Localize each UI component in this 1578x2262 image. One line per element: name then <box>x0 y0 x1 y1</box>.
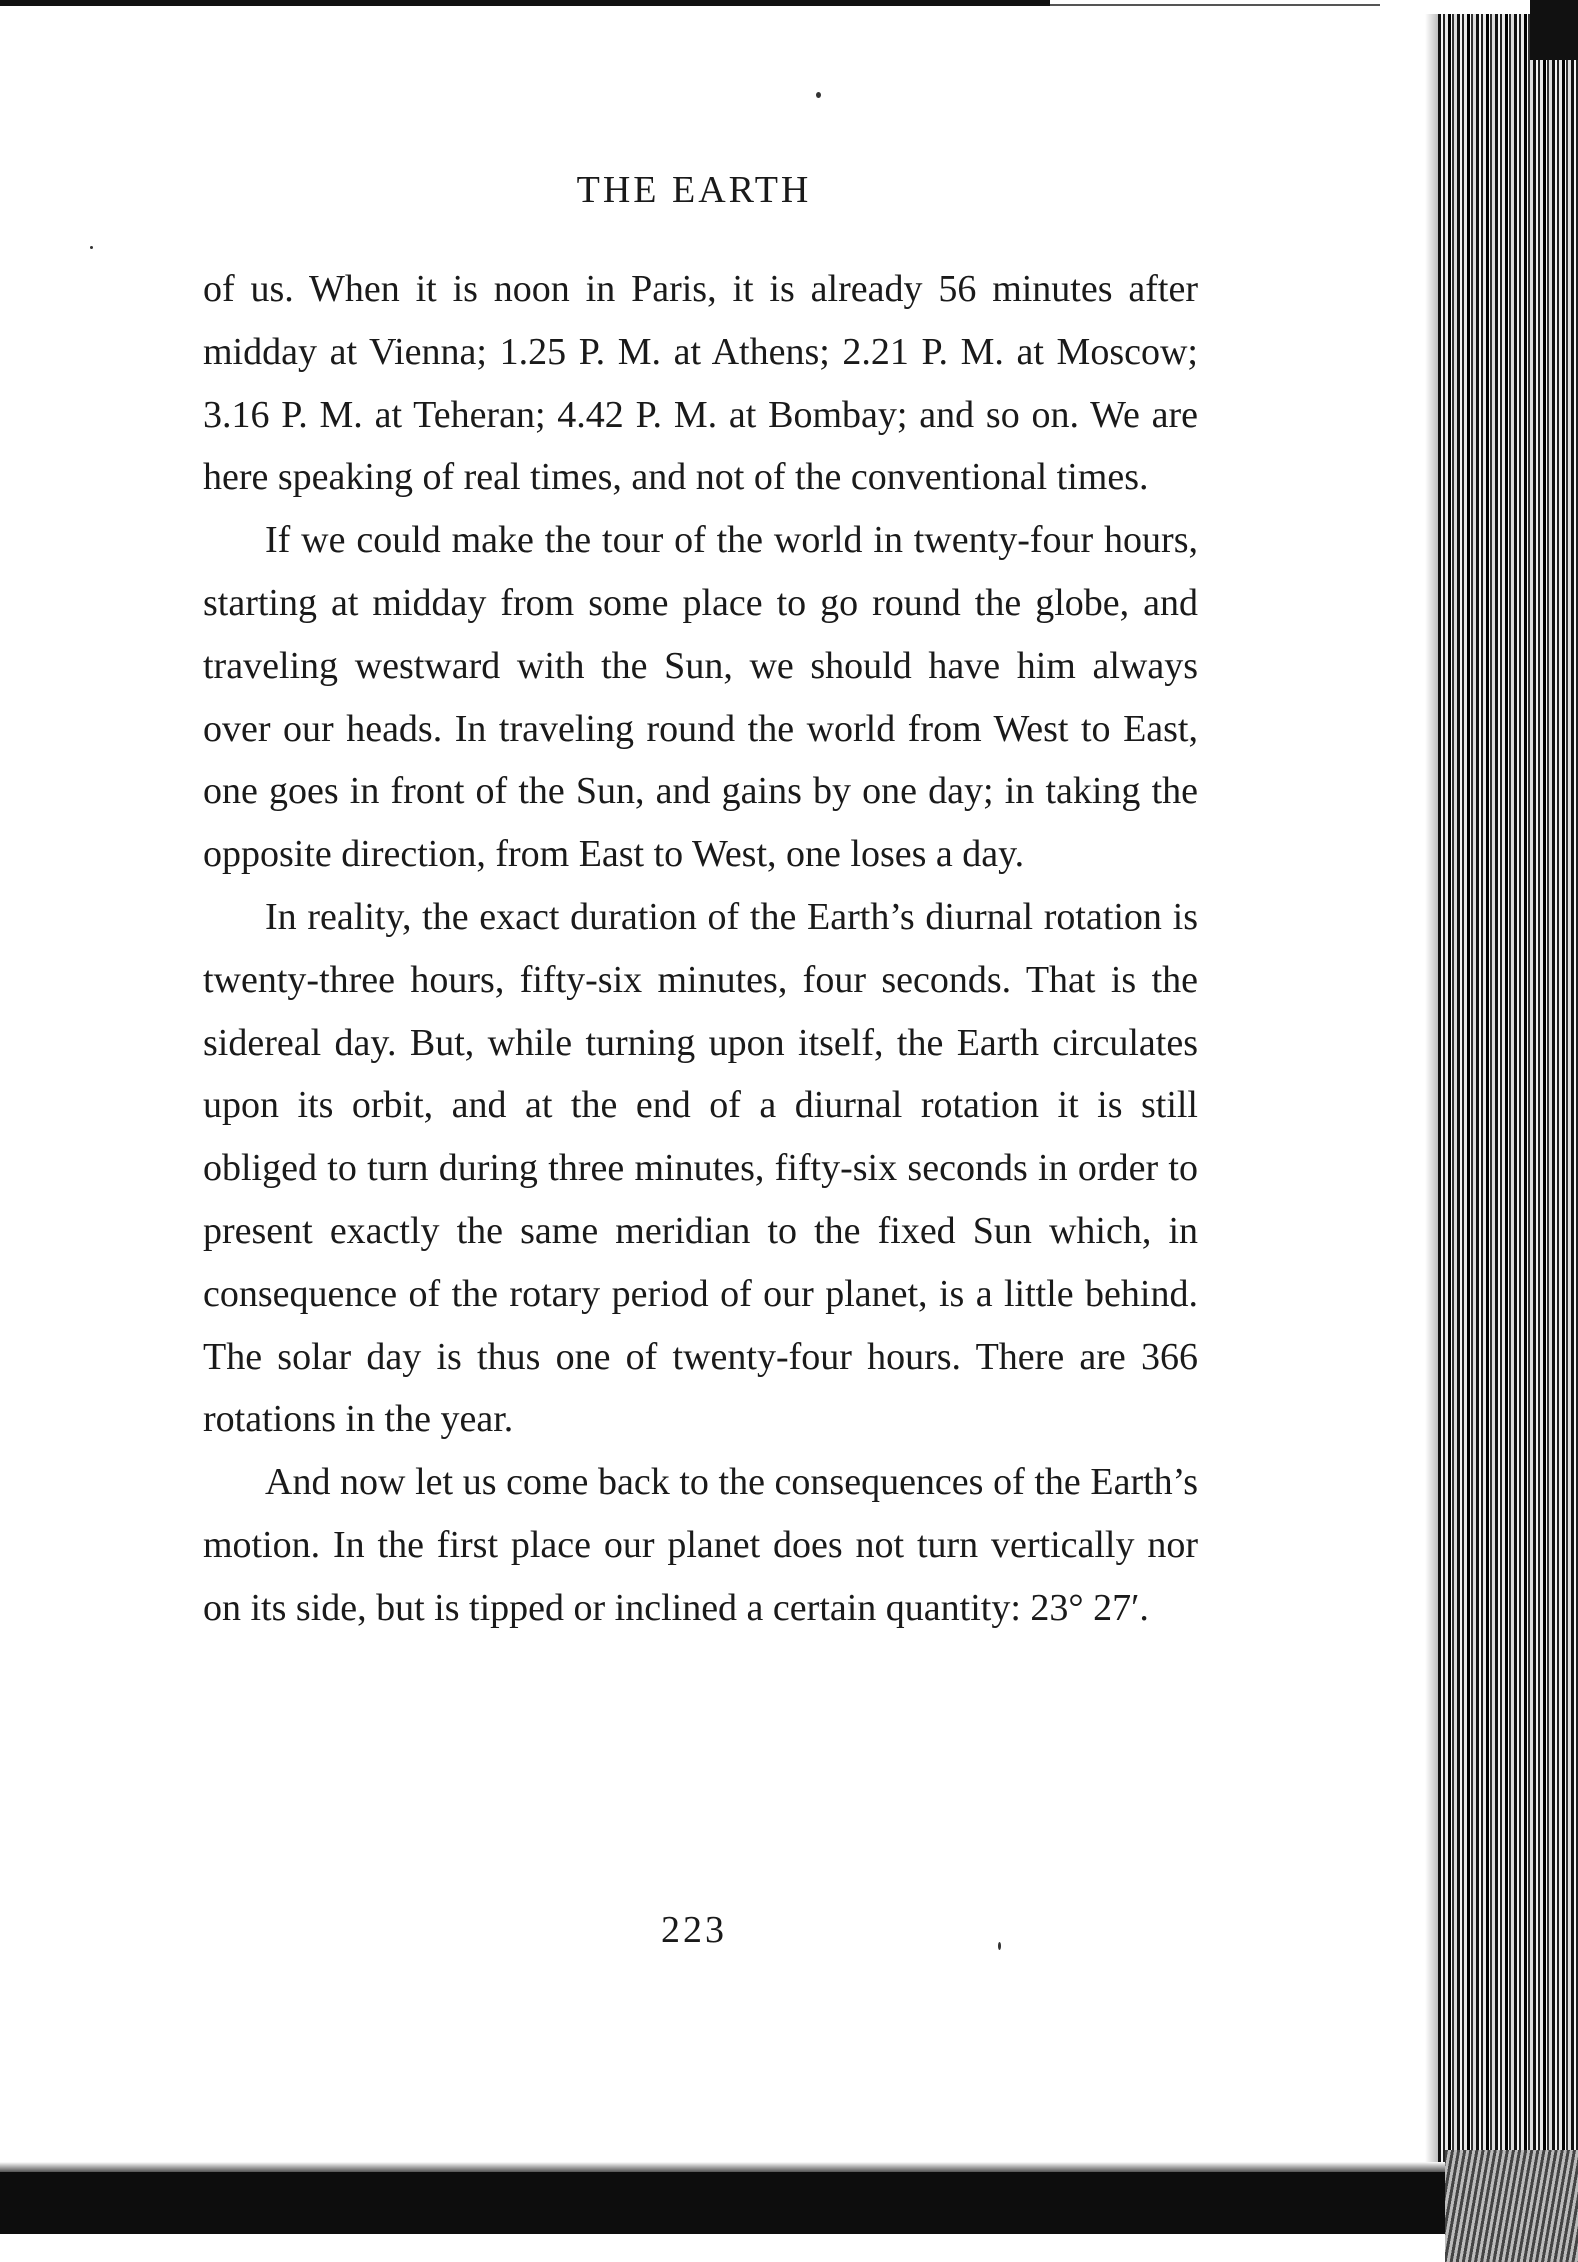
paragraph: If we could make the tour of the world in twenty-four hours, starting at midday from some place to go round the globe, and traveling westward with the Sun, we should have him always over our heads. In traveling round the world from West to East, one goes in front of the Sun, and gains by one day; in taking the opposite direction, from East to West, one loses a day. <box>203 519 1198 876</box>
page-number: 223 <box>661 1909 727 1951</box>
page-top-edge-thin <box>1050 4 1380 6</box>
paragraph: And now let us come back to the consequences of the Earth’s motion. In the first place our planet does not turn vertically nor on its side, but is tipped or inclined a certain quantity: 23° 27′. <box>203 1461 1198 1629</box>
page-bottom-edge <box>0 2172 1445 2234</box>
ink-speck <box>90 246 93 249</box>
book-page-edges <box>1438 14 1578 2224</box>
ink-speck <box>816 92 821 98</box>
page-top-edge <box>0 0 1050 6</box>
paragraph: In reality, the exact duration of the Earth’s diurnal rotation is twenty-three hours, fifty-six minutes, four seconds. That is the sidereal day. But, while turning upon itself, the Earth circulates upon its orbit, and at the end of a diurnal rotation it is still obliged to turn during three minutes, fifty-six seconds in order to present exactly the same meridian to the fixed Sun which, in consequence of the rotary period of our planet, is a little behind. The solar day is thus one of twenty-four hours. There are 366 rotations in the year. <box>203 895 1198 1441</box>
book-spine-bottom <box>1445 2150 1578 2262</box>
book-spine-top <box>1530 0 1578 60</box>
running-head: THE EARTH <box>576 169 812 211</box>
body-text <box>203 258 1198 1640</box>
paragraph: of us. When it is noon in Paris, it is already 56 minutes after midday at Vienna; 1.25 P. M. at Athens; 2.21 P. M. at Moscow; 3.16 P. M. at Teheran; 4.42 P. M. at Bombay; and so on. We are here speaking of real times, and not of the conventional times. <box>203 268 1198 499</box>
